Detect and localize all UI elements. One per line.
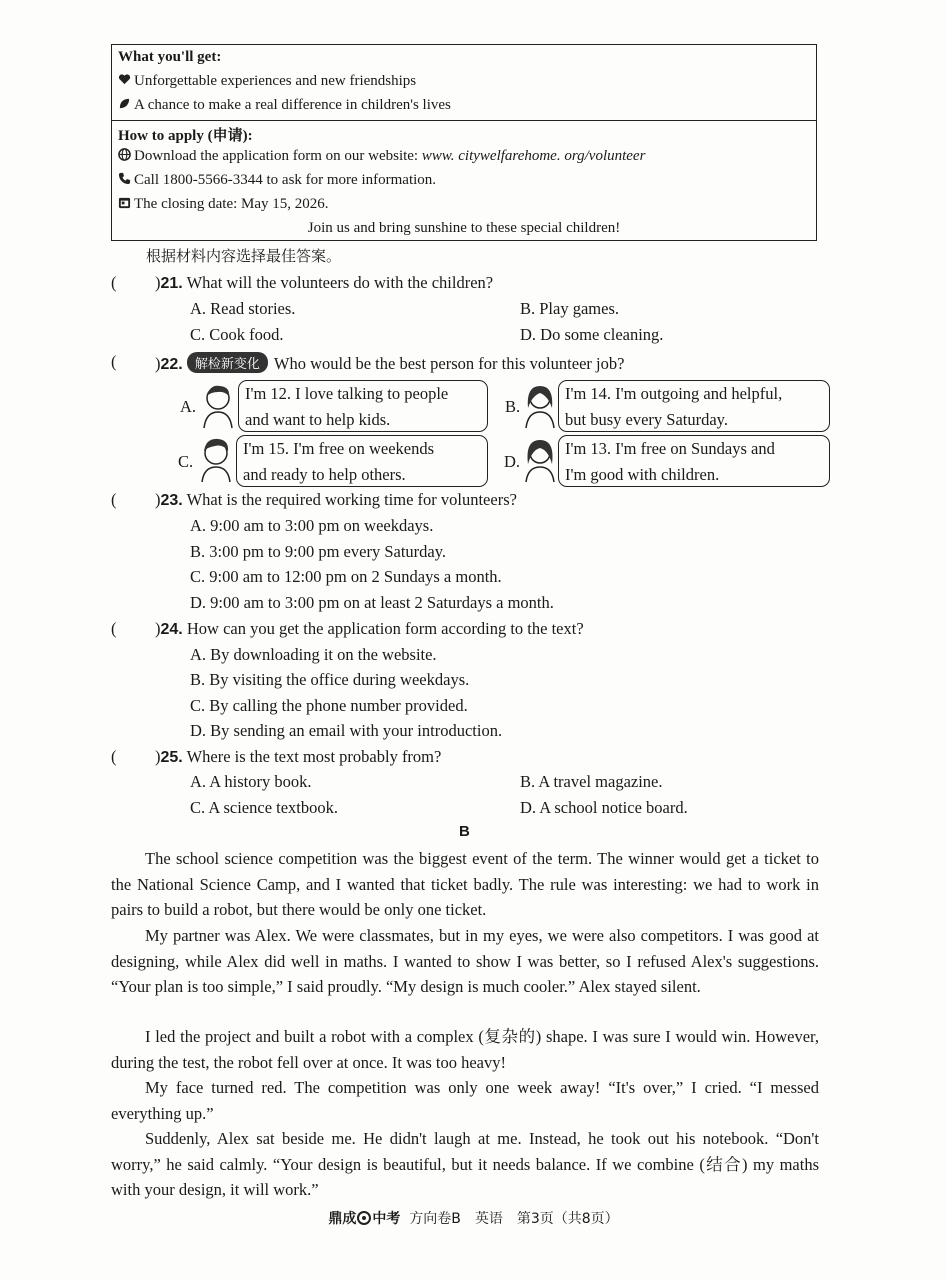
option-23a[interactable]: A. 9:00 am to 3:00 pm on weekdays. bbox=[190, 516, 434, 535]
passage-paragraph: The school science competition was the biggest event of the term. The winner would get a ticket to the National Science Camp, and I wanted that ticket badly. The rule was interesting: we had to work in pairs to build a robot, but there would be only one ticket. bbox=[111, 849, 819, 919]
get-item: A chance to make a real difference in children's lives bbox=[118, 97, 451, 114]
option-24b[interactable]: B. By visiting the office during weekdays. bbox=[190, 670, 470, 689]
apply-heading: How to apply (申请): bbox=[118, 128, 253, 144]
page-footer bbox=[0, 1208, 947, 1228]
question-21: )21. What will the volunteers do with the children? bbox=[155, 273, 494, 292]
question-22: )22. 解检新变化 Who would be the best person for this volunteer job? bbox=[155, 354, 625, 373]
apply-item: Call 1800-5566-3344 to ask for more information. bbox=[118, 172, 436, 189]
speech-bubble-b: I'm 14. I'm outgoing and helpful, but busy every Saturday. bbox=[558, 380, 830, 432]
leaf-icon bbox=[118, 97, 131, 110]
passage-paragraph: My partner was Alex. We were classmates, but in my eyes, we were also competitors. I was good at designing, while Alex did well in maths. I wanted to show I was better, so I refused Alex's suggestions. “Your plan is too simple,” I said proudly. “My design is much cooler.” Alex stayed silent. bbox=[111, 926, 819, 996]
footer-brand2: 中考 bbox=[372, 1211, 401, 1227]
option-25a[interactable]: A. A history book. bbox=[190, 772, 312, 791]
option-22b-label[interactable]: B. bbox=[505, 397, 521, 416]
passage-paragraph: Suddenly, Alex sat beside me. He didn't laugh at me. Instead, he took out his notebook. “Don't worry,” he said calmly. “Your design is beautiful, but it needs balance. If we combine (结合) my maths with your design, it will work.” bbox=[111, 1129, 819, 1199]
speech-bubble-d: I'm 13. I'm free on Sundays and I'm good with children. bbox=[558, 435, 830, 487]
box-divider bbox=[112, 120, 816, 121]
get-item: Unforgettable experiences and new friendships bbox=[118, 73, 416, 90]
option-21b[interactable]: B. Play games. bbox=[520, 299, 619, 318]
option-22d-label[interactable]: D. bbox=[504, 452, 521, 471]
question-24: )24. How can you get the application form according to the text? bbox=[155, 619, 584, 638]
slogan: Join us and bring sunshine to these special children! bbox=[307, 220, 621, 236]
logo-circle-icon bbox=[357, 1211, 371, 1225]
option-25c[interactable]: C. A science textbook. bbox=[190, 798, 339, 817]
answer-bracket-open: ( bbox=[111, 490, 117, 509]
answer-bracket-open: ( bbox=[111, 619, 117, 638]
speech-bubble-a: I'm 12. I love talking to people and want to help kids. bbox=[238, 380, 488, 432]
globe-icon bbox=[118, 148, 131, 161]
apply-item: Download the application form on our website: www. citywelfarehome. org/volunteer bbox=[118, 148, 645, 165]
answer-bracket-open: ( bbox=[111, 273, 117, 292]
passage-paragraph: My face turned red. The competition was only one week away! “It's over,” I cried. “I messed everything up.” bbox=[111, 1078, 819, 1123]
option-21c[interactable]: C. Cook food. bbox=[190, 325, 284, 344]
footer-page-info: 方向卷B 英语 第3页（共8页） bbox=[409, 1211, 619, 1227]
girl-avatar-icon bbox=[520, 436, 560, 484]
option-21a[interactable]: A. Read stories. bbox=[190, 299, 296, 318]
boy-avatar-icon bbox=[198, 382, 238, 430]
section-heading-b: B bbox=[459, 823, 470, 840]
speech-bubble-c: I'm 15. I'm free on weekends and ready to help others. bbox=[236, 435, 488, 487]
option-23c[interactable]: C. 9:00 am to 12:00 pm on 2 Sundays a month. bbox=[190, 567, 502, 586]
info-box bbox=[111, 44, 817, 241]
instruction: 根据材料内容选择最佳答案。 bbox=[146, 247, 342, 265]
option-21d[interactable]: D. Do some cleaning. bbox=[520, 325, 664, 344]
option-24d[interactable]: D. By sending an email with your introduction. bbox=[190, 721, 503, 740]
option-23d[interactable]: D. 9:00 am to 3:00 pm on at least 2 Saturdays a month. bbox=[190, 593, 554, 612]
heart-icon bbox=[118, 73, 131, 86]
answer-bracket-open: ( bbox=[111, 747, 117, 766]
calendar-icon bbox=[118, 196, 131, 209]
phone-icon bbox=[118, 172, 131, 185]
girl-avatar-icon bbox=[520, 382, 560, 430]
answer-bracket-open: ( bbox=[111, 352, 117, 371]
option-24c[interactable]: C. By calling the phone number provided. bbox=[190, 696, 468, 715]
option-24a[interactable]: A. By downloading it on the website. bbox=[190, 645, 437, 664]
apply-item: The closing date: May 15, 2026. bbox=[118, 196, 329, 213]
get-heading: What you'll get: bbox=[118, 49, 222, 65]
option-25d[interactable]: D. A school notice board. bbox=[520, 798, 688, 817]
passage-paragraph: I led the project and built a robot with a complex (复杂的) shape. I was sure I would win. However, during the test, the robot fell over at once. It was too heavy! bbox=[111, 1027, 819, 1072]
option-23b[interactable]: B. 3:00 pm to 9:00 pm every Saturday. bbox=[190, 542, 447, 561]
question-25: )25. Where is the text most probably from? bbox=[155, 747, 442, 766]
option-25b[interactable]: B. A travel magazine. bbox=[520, 772, 663, 791]
option-22c-label[interactable]: C. bbox=[178, 452, 194, 471]
question-23: )23. What is the required working time for volunteers? bbox=[155, 490, 517, 509]
boy-avatar-icon bbox=[196, 436, 236, 484]
option-22a-label[interactable]: A. bbox=[180, 397, 197, 416]
footer-brand: 鼎成 bbox=[328, 1211, 357, 1227]
new-change-badge: 解检新变化 bbox=[187, 352, 268, 373]
website-link[interactable]: www. citywelfarehome. org/volunteer bbox=[421, 148, 646, 164]
